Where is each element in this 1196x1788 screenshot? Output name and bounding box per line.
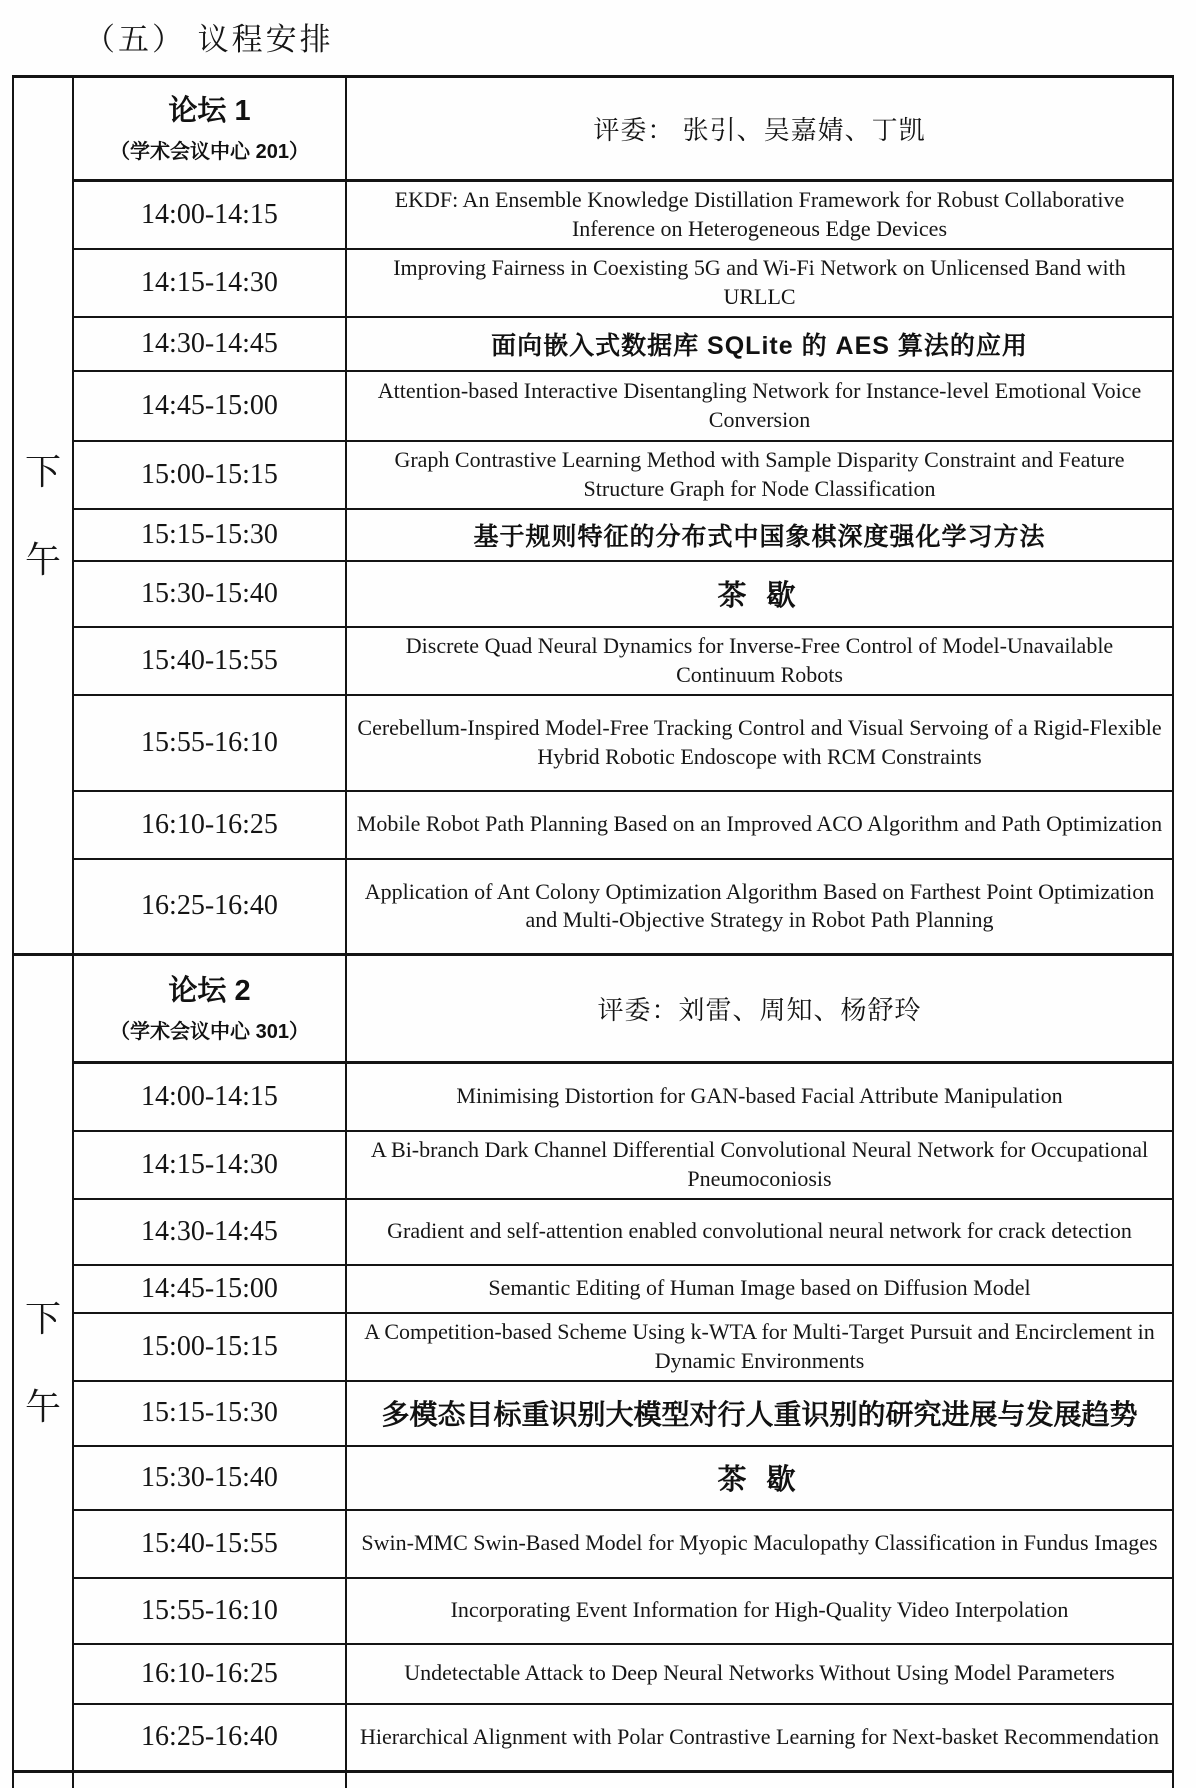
forum1-name: 论坛 1 (168, 94, 251, 127)
time-cell: 15:40-15:55 (73, 627, 346, 695)
time-cell: 15:40-15:55 (73, 1510, 346, 1578)
time-cell: 15:00-15:15 (73, 1313, 346, 1381)
table-row (13, 1578, 1173, 1644)
tea-break-cell: 茶 歇 (346, 1446, 1173, 1510)
paper-title-cell: A Bi-branch Dark Channel Differential Convolutional Neural Network for Occupational Pneumoconiosis (346, 1131, 1173, 1199)
partial-next-row (13, 1772, 1173, 1788)
table-row (13, 1199, 1173, 1265)
table-row (13, 317, 1173, 371)
table-row (13, 859, 1173, 955)
time-cell: 16:25-16:40 (73, 859, 346, 955)
tea-break-row (13, 1446, 1173, 1510)
table-row (13, 509, 1173, 561)
time-cell: 14:30-14:45 (73, 317, 346, 371)
period-char-wu: 午 (24, 1387, 61, 1427)
time-cell: 15:15-15:30 (73, 509, 346, 561)
time-cell: 15:55-16:10 (73, 1578, 346, 1644)
page-title: （五） 议程安排 (84, 22, 334, 57)
paper-title-cell: Attention-based Interactive Disentangling Network for Instance-level Emotional Voice Conversion (346, 371, 1173, 441)
forum1-period-cell (13, 77, 73, 955)
period-char-wu: 午 (24, 539, 61, 580)
paper-title-cell: Minimising Distortion for GAN-based Facial Attribute Manipulation (346, 1063, 1173, 1131)
paper-title-cell: Graph Contrastive Learning Method with Sample Disparity Constraint and Feature Structure Graph for Node Classification (346, 441, 1173, 509)
time-cell: 14:00-14:15 (73, 181, 346, 249)
partial-time-cell (73, 1772, 346, 1788)
paper-title-cell: 面向嵌入式数据库 SQLite 的 AES 算法的应用 (346, 317, 1173, 371)
time-cell: 14:30-14:45 (73, 1199, 346, 1265)
forum2-judges: 评委：刘雷、周知、杨舒玲 (597, 995, 922, 1025)
forum1-judges: 评委： 张引、吴嘉婧、丁凯 (593, 115, 926, 145)
table-row (13, 181, 1173, 249)
forum1-venue: （学术会议中心 201） (110, 141, 309, 164)
table-row (13, 627, 1173, 695)
partial-period-cell (13, 1772, 73, 1788)
time-cell: 15:55-16:10 (73, 695, 346, 791)
period-char-xia: 下 (24, 1299, 61, 1339)
paper-title-cell: Gradient and self-attention enabled convolutional neural network for crack detection (346, 1199, 1173, 1265)
table-row (13, 791, 1173, 859)
paper-title-cell: Mobile Robot Path Planning Based on an Improved ACO Algorithm and Path Optimization (346, 791, 1173, 859)
forum1-title-cell (73, 77, 346, 181)
table-row (13, 1510, 1173, 1578)
time-cell: 16:10-16:25 (73, 1644, 346, 1704)
time-cell: 15:00-15:15 (73, 441, 346, 509)
paper-title-cell: Improving Fairness in Coexisting 5G and Wi-Fi Network on Unlicensed Band with URLLC (346, 249, 1173, 317)
forum1-header-row (13, 77, 1173, 181)
paper-title-cell: Undetectable Attack to Deep Neural Networks Without Using Model Parameters (346, 1644, 1173, 1704)
period-char-xia: 下 (24, 451, 61, 492)
paper-title-cell: Incorporating Event Information for High-Quality Video Interpolation (346, 1578, 1173, 1644)
time-cell: 14:45-15:00 (73, 371, 346, 441)
forum2-judges-cell (346, 955, 1173, 1063)
forum2-venue: （学术会议中心 301） (110, 1021, 309, 1044)
table-row (13, 695, 1173, 791)
forum2-period-cell (13, 955, 73, 1772)
paper-title-cell: Hierarchical Alignment with Polar Contrastive Learning for Next-basket Recommendation (346, 1704, 1173, 1772)
period-label (14, 451, 72, 580)
table-row (13, 249, 1173, 317)
table-row (13, 1313, 1173, 1381)
time-cell: 15:30-15:40 (73, 561, 346, 627)
forum2-header-row (13, 955, 1173, 1063)
paper-title-cell: 基于规则特征的分布式中国象棋深度强化学习方法 (346, 509, 1173, 561)
time-cell: 16:25-16:40 (73, 1704, 346, 1772)
paper-title-cell: Semantic Editing of Human Image based on Diffusion Model (346, 1265, 1173, 1313)
time-cell: 14:00-14:15 (73, 1063, 346, 1131)
forum2-title-cell (73, 955, 346, 1063)
tea-break-cell: 茶 歇 (346, 561, 1173, 627)
table-row (13, 441, 1173, 509)
paper-title-cell: Swin-MMC Swin-Based Model for Myopic Maculopathy Classification in Fundus Images (346, 1510, 1173, 1578)
agenda-table (12, 75, 1174, 1788)
period-label (14, 1301, 72, 1425)
table-row (13, 1265, 1173, 1313)
time-cell: 16:10-16:25 (73, 791, 346, 859)
paper-title-cell: EKDF: An Ensemble Knowledge Distillation Framework for Robust Collaborative Inference on Heterogeneous Edge Devices (346, 181, 1173, 249)
time-cell: 15:15-15:30 (73, 1381, 346, 1446)
paper-title-cell: Discrete Quad Neural Dynamics for Inverse-Free Control of Model-Unavailable Continuum Robots (346, 627, 1173, 695)
table-row (13, 1704, 1173, 1772)
table-row (13, 1063, 1173, 1131)
time-cell: 14:15-14:30 (73, 249, 346, 317)
tea-break-row (13, 561, 1173, 627)
table-row (13, 1131, 1173, 1199)
table-row (13, 371, 1173, 441)
time-cell: 14:15-14:30 (73, 1131, 346, 1199)
time-cell: 14:45-15:00 (73, 1265, 346, 1313)
table-row (13, 1381, 1173, 1446)
partial-title-cell (346, 1772, 1173, 1788)
paper-title-cell: A Competition-based Scheme Using k-WTA for Multi-Target Pursuit and Encirclement in Dynamic Environments (346, 1313, 1173, 1381)
paper-title-cell: 多模态目标重识别大模型对行人重识别的研究进展与发展趋势 (346, 1381, 1173, 1446)
paper-title-cell: Cerebellum-Inspired Model-Free Tracking Control and Visual Servoing of a Rigid-Flexible Hybrid Robotic Endoscope with RCM Constraints (346, 695, 1173, 791)
table-row (13, 1644, 1173, 1704)
forum2-name: 论坛 2 (168, 974, 251, 1007)
time-cell: 15:30-15:40 (73, 1446, 346, 1510)
forum1-judges-cell (346, 77, 1173, 181)
paper-title-cell: Application of Ant Colony Optimization Algorithm Based on Farthest Point Optimization and Multi-Objective Strategy in Robot Path Planning (346, 859, 1173, 955)
